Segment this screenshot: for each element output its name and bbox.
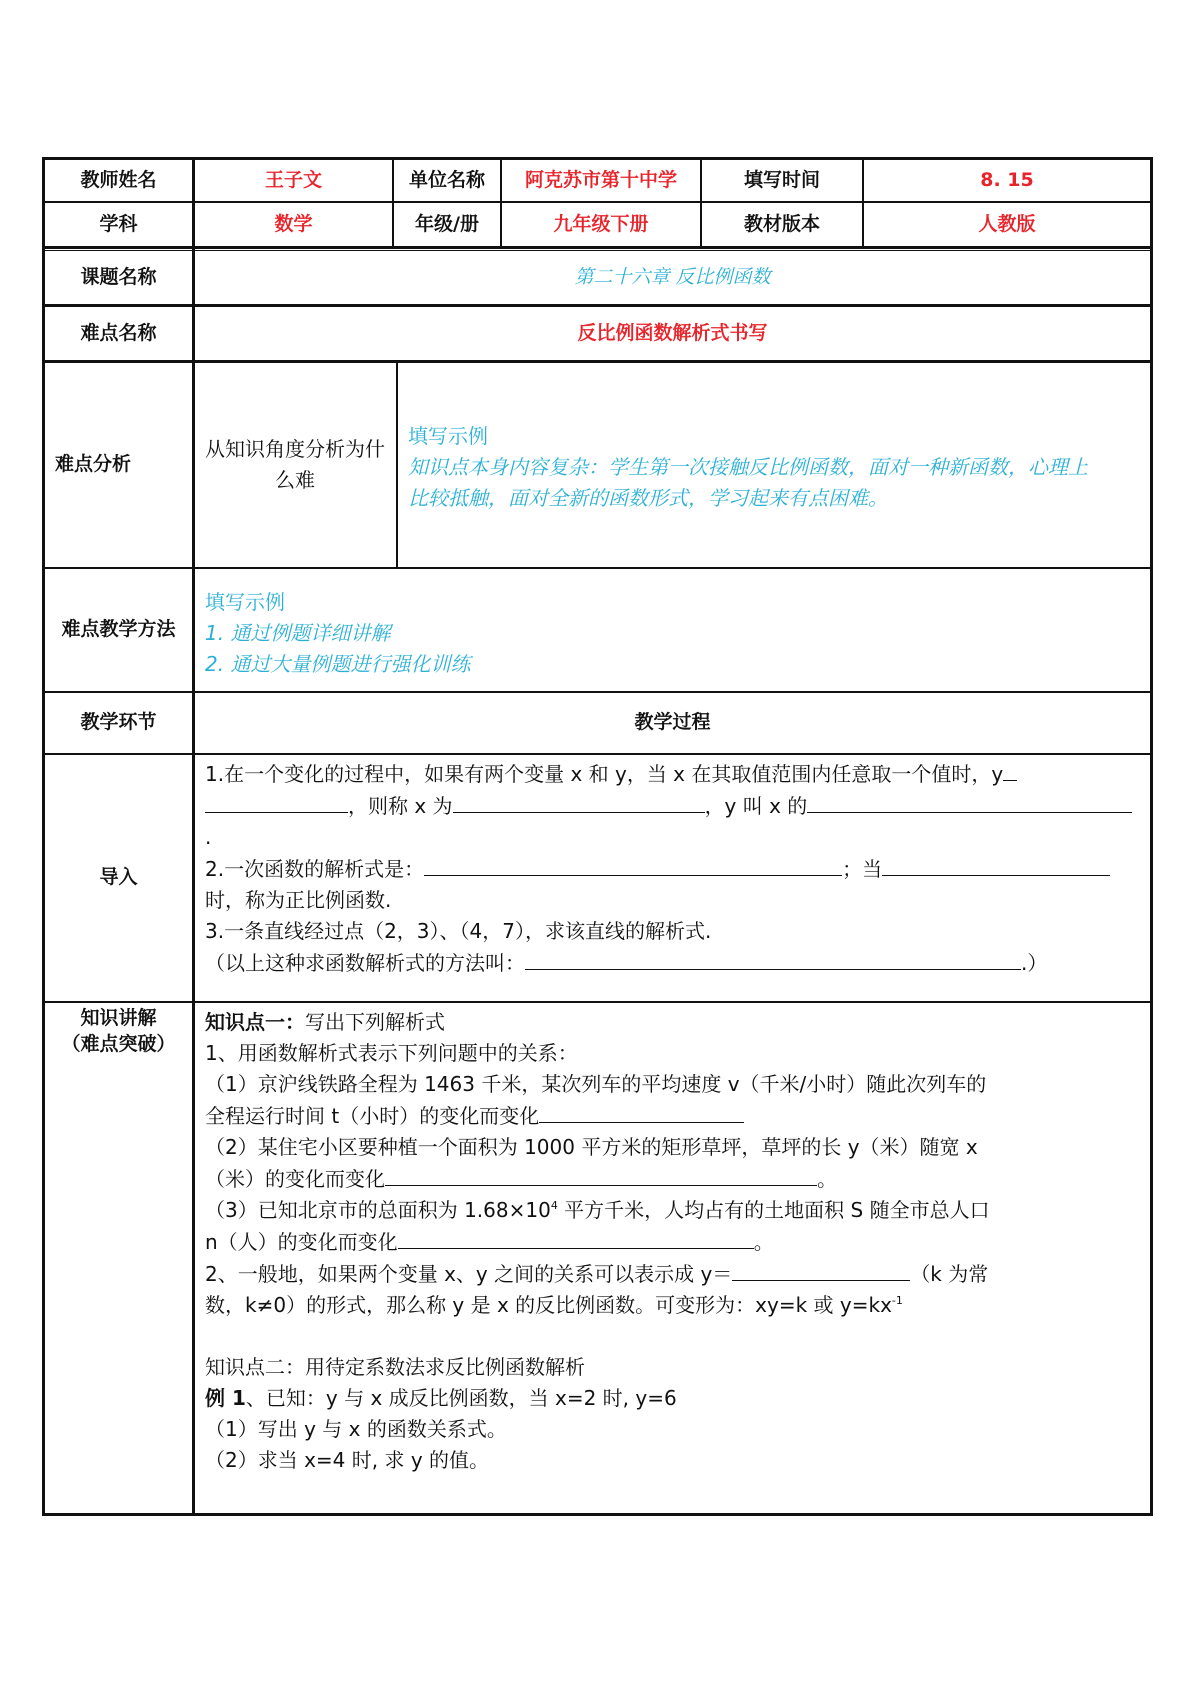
process-label: 教学环节 <box>80 711 157 734</box>
table-rule <box>42 1513 1152 1516</box>
knowledge-label-2: （难点突破） <box>61 1032 176 1055</box>
answer-blank[interactable] <box>525 947 1021 970</box>
knowledge-line-10 <box>205 1290 1150 1321</box>
knowledge-text: 平方千米，人均占有的土地面积 S 随全市总人口 <box>557 1198 990 1222</box>
knowledge-line-4 <box>205 1100 1150 1132</box>
example-1-rest: 、已知：y 与 x 成反比例函数，当 x=2 时, y=6 <box>245 1386 677 1410</box>
intro-line-1 <box>205 758 1175 790</box>
table-rule <box>42 360 1152 363</box>
edition-label: 教材版本 <box>743 212 820 235</box>
intro-line-5: 时，称为正比例函数. <box>205 888 392 912</box>
knowledge-point-2-rest: 用待定系数法求反比例函数解析 <box>305 1355 585 1379</box>
example-1-q2: （2）求当 x=4 时, 求 y 的值。 <box>205 1448 490 1472</box>
topic-label: 课题名称 <box>80 265 157 288</box>
knowledge-text: （k 为常 <box>910 1262 989 1286</box>
grade-label: 年级/册 <box>415 212 479 235</box>
intro-content <box>205 758 1175 979</box>
unit-label: 单位名称 <box>408 168 485 191</box>
subject-value: 数学 <box>274 212 313 235</box>
date-label: 填写时间 <box>743 168 820 191</box>
example-1-q1: （1）写出 y 与 x 的函数关系式。 <box>205 1417 507 1441</box>
answer-blank[interactable] <box>424 853 842 876</box>
exponent: -1 <box>891 1294 903 1307</box>
knowledge-line-8 <box>205 1226 1150 1258</box>
knowledge-label <box>45 1006 192 1068</box>
analysis-example-line1: 知识点本身内容复杂：学生第一次接触反比例函数，面对一种新函数，心理上 <box>408 455 1088 479</box>
answer-blank[interactable] <box>205 790 348 813</box>
subject-label: 学科 <box>99 212 138 235</box>
answer-blank[interactable] <box>385 1163 817 1186</box>
knowledge-label-1: 知识讲解 <box>80 1007 157 1029</box>
knowledge-text: n（人）的变化而变化 <box>205 1230 398 1254</box>
intro-q1-text: 1.在一个变化的过程中，如果有两个变量 x 和 y，当 x 在其取值范围内任意取一个值时，y <box>205 762 1004 786</box>
spacer <box>205 1321 1150 1352</box>
knowledge-point-1-title <box>205 1007 1150 1038</box>
knowledge-text: （米）的变化而变化 <box>205 1167 385 1191</box>
answer-blank[interactable] <box>1003 758 1017 781</box>
answer-blank[interactable] <box>453 790 705 813</box>
intro-q3-text: （以上这种求函数解析式的方法叫： <box>205 951 525 975</box>
intro-q1-text-2: ，则称 x 为 <box>348 794 453 818</box>
exponent: 4 <box>550 1199 558 1212</box>
knowledge-line-6 <box>205 1163 1150 1195</box>
intro-line-4 <box>205 853 1175 885</box>
grade-value: 九年级下册 <box>553 212 649 235</box>
knowledge-text: 2、一般地，如果两个变量 x、y 之间的关系可以表示成 y＝ <box>205 1262 733 1286</box>
knowledge-text: （3）已知北京市的总面积为 1.68×10 <box>205 1198 551 1222</box>
example-1-bold: 例 1 <box>205 1386 246 1410</box>
knowledge-point-2-title <box>205 1352 1150 1383</box>
table-rule <box>42 753 1152 755</box>
knowledge-line-2: 1、用函数解析式表示下列问题中的关系： <box>205 1041 578 1065</box>
analysis-example <box>408 421 1148 514</box>
answer-blank[interactable] <box>539 1100 744 1123</box>
table-rule <box>42 1001 1152 1003</box>
analysis-label: 难点分析 <box>55 453 132 476</box>
analysis-example-title: 填写示例 <box>408 424 488 448</box>
table-rule <box>42 246 1152 249</box>
knowledge-point-1-bold: 知识点一： <box>205 1010 305 1034</box>
process-value: 教学过程 <box>634 711 711 734</box>
table-rule <box>396 362 398 568</box>
difficulty-value: 反比例函数解析式书写 <box>577 321 768 344</box>
knowledge-content <box>205 1007 1150 1476</box>
teacher-value: 王子文 <box>264 168 322 191</box>
knowledge-line-3: （1）京沪线铁路全程为 1463 千米，某次列车的平均速度 v（千米/小时）随此次列车的 <box>205 1072 987 1096</box>
intro-q1-text-3: ，y 叫 x 的 <box>704 794 808 818</box>
knowledge-point-2-bold: 知识点二： <box>205 1355 305 1379</box>
knowledge-text: 数，k≠0）的形式，那么称 y 是 x 的反比例函数。可变形为：xy=k 或 y=kx <box>205 1293 892 1317</box>
knowledge-point-1-rest: 写出下列解析式 <box>305 1010 445 1034</box>
knowledge-line-9 <box>205 1258 1150 1290</box>
difficulty-label: 难点名称 <box>80 321 157 344</box>
intro-line-7 <box>205 947 1175 979</box>
example-1-line <box>205 1383 1150 1414</box>
intro-line-3: . <box>205 825 212 849</box>
teacher-label: 教师姓名 <box>80 168 157 191</box>
table-rule <box>192 157 195 1516</box>
intro-q2-text: 2.一次函数的解析式是： <box>205 857 425 881</box>
knowledge-text: 。 <box>753 1230 774 1254</box>
method-item-1: 1. 通过例题详细讲解 <box>205 621 391 645</box>
method-example-title: 填写示例 <box>205 590 285 614</box>
answer-blank[interactable] <box>807 790 1132 813</box>
knowledge-text: 全程运行时间 t（小时）的变化而变化 <box>205 1104 540 1128</box>
method-label: 难点教学方法 <box>61 618 176 641</box>
method-item-2: 2. 通过大量例题进行强化训练 <box>205 652 471 676</box>
intro-label: 导入 <box>99 866 138 889</box>
unit-value: 阿克苏市第十中学 <box>524 168 677 191</box>
answer-blank[interactable] <box>732 1258 910 1281</box>
answer-blank[interactable] <box>882 853 1110 876</box>
intro-line-2 <box>205 790 1175 822</box>
intro-q2-text-2: ；当 <box>842 857 883 881</box>
knowledge-line-7 <box>205 1195 1150 1226</box>
method-example <box>205 587 1105 680</box>
edition-value: 人教版 <box>978 212 1036 235</box>
answer-blank[interactable] <box>398 1226 754 1249</box>
analysis-example-line2: 比较抵触，面对全新的函数形式，学习起来有点困难。 <box>408 486 888 510</box>
intro-line-6: 3.一条直线经过点（2，3）、（4，7），求该直线的解析式. <box>205 919 712 943</box>
analysis-sub-label: 从知识角度分析为什么难 <box>205 437 385 492</box>
knowledge-line-5: （2）某住宅小区要种植一个面积为 1000 平方米的矩形草坪，草坪的长 y（米）随宽 x <box>205 1135 978 1159</box>
topic-value: 第二十六章 反比例函数 <box>574 265 771 288</box>
intro-q3-text-2: .） <box>1021 951 1048 975</box>
knowledge-text: 。 <box>817 1167 837 1191</box>
table-rule <box>42 567 1152 569</box>
date-value: 8. 15 <box>980 168 1034 191</box>
